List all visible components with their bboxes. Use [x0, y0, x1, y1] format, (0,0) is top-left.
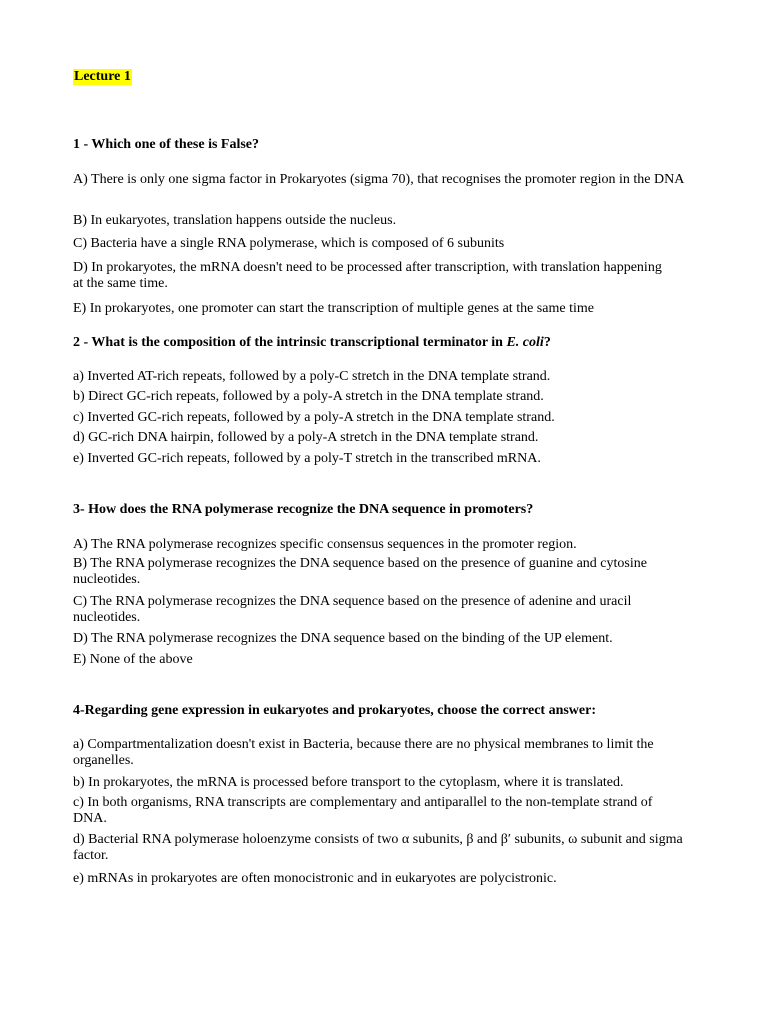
lecture-title: Lecture 1 — [74, 69, 131, 84]
q4-option-d: d) Bacterial RNA polymerase holoenzyme consists of two α subunits, β and β′ subunits, ω subunit and sigma factor. — [73, 832, 683, 863]
q1-option-a: A) There is only one sigma factor in Prokaryotes (sigma 70), that recognises the promoter region in the DNA — [73, 172, 685, 187]
q1-option-e: E) In prokaryotes, one promoter can start the transcription of multiple genes at the same time — [73, 301, 594, 316]
q1-option-b: B) In eukaryotes, translation happens outside the nucleus. — [73, 213, 397, 228]
q4-option-a: a) Compartmentalization doesn't exist in Bacteria, because there are no physical membranes to limit the organelles. — [73, 737, 654, 768]
question-2-title-suffix: ? — [543, 335, 551, 350]
q3-option-e: E) None of the above — [73, 652, 193, 667]
q3-option-c: C) The RNA polymerase recognizes the DNA sequence based on the presence of adenine and uracil nucleotides. — [73, 594, 632, 625]
q2-option-e: e) Inverted GC-rich repeats, followed by a poly-T stretch in the transcribed mRNA. — [73, 451, 541, 466]
question-4-title: 4-Regarding gene expression in eukaryotes and prokaryotes, choose the correct answer: — [73, 703, 597, 718]
q3-option-a: A) The RNA polymerase recognizes specific consensus sequences in the promoter region. — [73, 537, 577, 552]
q2-option-a: a) Inverted AT-rich repeats, followed by a poly-C stretch in the DNA template strand. — [73, 369, 551, 384]
q1-option-c: C) Bacteria have a single RNA polymerase, which is composed of 6 subunits — [73, 236, 505, 251]
question-2-title — [73, 335, 698, 351]
q4-option-e: e) mRNAs in prokaryotes are often monocistronic and in eukaryotes are polycistronic. — [73, 871, 557, 886]
q1-option-d: D) In prokaryotes, the mRNA doesn't need to be processed after transcription, with translation happening at the same time. — [73, 260, 662, 291]
q2-option-d: d) GC-rich DNA hairpin, followed by a poly-A stretch in the DNA template strand. — [73, 430, 539, 445]
q2-option-b: b) Direct GC-rich repeats, followed by a poly-A stretch in the DNA template strand. — [73, 389, 544, 404]
q3-option-b: B) The RNA polymerase recognizes the DNA sequence based on the presence of guanine and cytosine nucleotides. — [73, 556, 647, 587]
q4-option-b: b) In prokaryotes, the mRNA is processed before transport to the cytoplasm, where it is translated. — [73, 775, 624, 790]
question-1-title: 1 - Which one of these is False? — [73, 137, 260, 152]
question-2-title-italic: E. coli — [506, 335, 544, 350]
question-2-title-prefix: 2 - What is the composition of the intrinsic transcriptional terminator in — [73, 335, 507, 350]
q3-option-d: D) The RNA polymerase recognizes the DNA sequence based on the binding of the UP element. — [73, 631, 613, 646]
q2-option-c: c) Inverted GC-rich repeats, followed by a poly-A stretch in the DNA template strand. — [73, 410, 555, 425]
q4-option-c: c) In both organisms, RNA transcripts are complementary and antiparallel to the non-template strand of DNA. — [73, 795, 653, 826]
question-3-title: 3- How does the RNA polymerase recognize the DNA sequence in promoters? — [73, 502, 534, 517]
